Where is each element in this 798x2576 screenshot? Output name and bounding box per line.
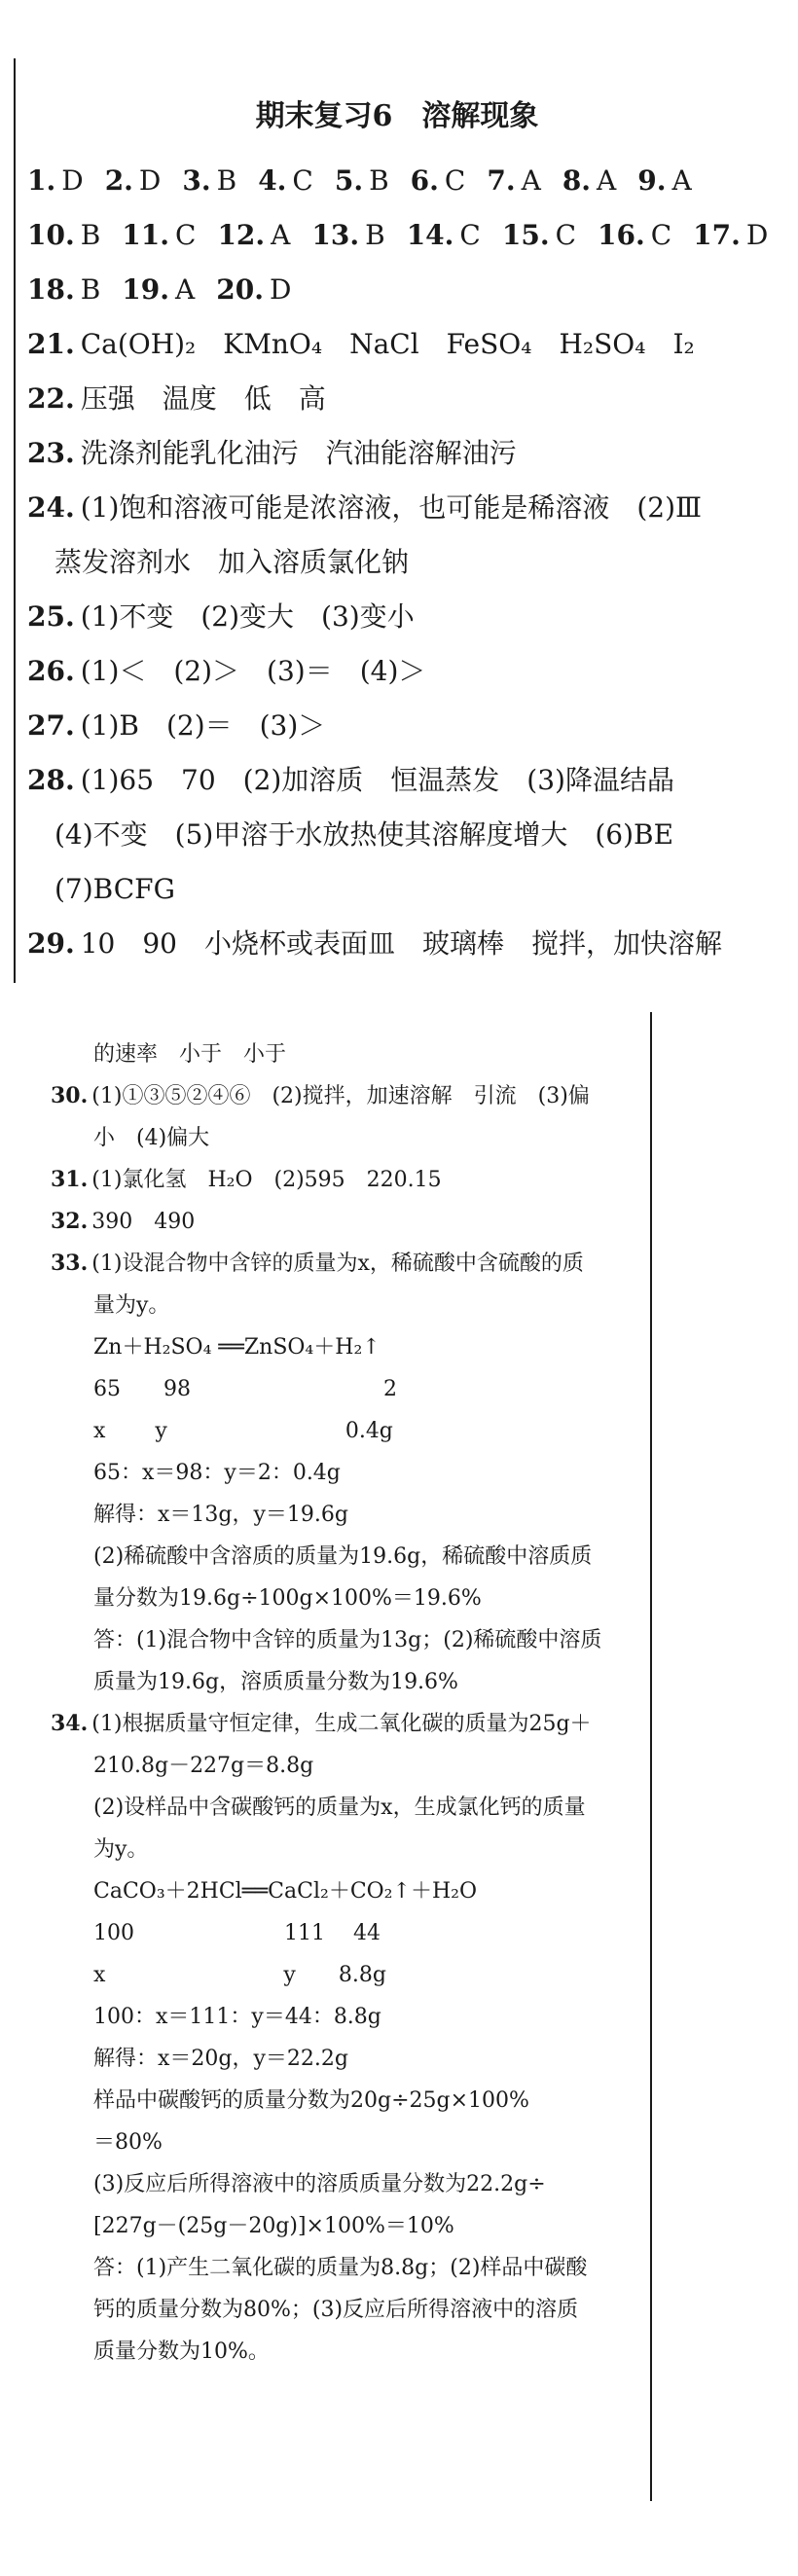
answer-21: 21. Ca(OH)₂ KMnO₄ NaCl FeSO₄ H₂SO₄ I₂	[27, 328, 695, 360]
answer-29-cont: 的速率 小于 小于	[93, 1042, 287, 1067]
answer-section-bottom	[51, 1034, 644, 2373]
mcq-item: 9. A	[637, 164, 692, 197]
answer-33-line: 质量为19.6g，溶质质量分数为19.6%	[93, 1670, 458, 1694]
answer-34-line: 100 111 44	[93, 1921, 381, 1945]
answer-34-line: 100：x＝111：y＝44：8.8g	[93, 2005, 381, 2029]
answer-28: 28. (1)65 70 (2)加溶质 恒温蒸发 (3)降温结晶	[27, 764, 674, 796]
mcq-item: 12. A	[217, 219, 291, 251]
answer-33-line: 65 98 2	[93, 1377, 397, 1401]
mcq-item: 13. B	[311, 219, 385, 251]
mcq-row	[27, 154, 767, 208]
multiple-choice-answers	[27, 154, 767, 317]
mcq-item: 15. C	[501, 219, 577, 251]
answer-25: 25. (1)不变 (2)变大 (3)变小	[27, 600, 415, 633]
answer-33-line: x y 0.4g	[93, 1419, 393, 1443]
answer-34-line: [227g－(25g－20g)]×100%＝10%	[93, 2214, 454, 2238]
mcq-row	[27, 208, 767, 263]
answer-30: 30. (1)①③⑤②④⑥ (2)搅拌，加速溶解 引流 (3)偏	[51, 1083, 590, 1108]
mcq-item: 2. D	[104, 164, 162, 197]
mcq-item: 16. C	[598, 219, 672, 251]
answer-28-cont-1: (4)不变 (5)甲溶于水放热使其溶解度增大 (6)BE	[54, 818, 674, 851]
answer-32: 32. 390 490	[51, 1209, 196, 1234]
answer-24: 24. (1)饱和溶液可能是浓溶液，也可能是稀溶液 (2)Ⅲ	[27, 491, 703, 524]
answer-34-line: (2)设样品中含碳酸钙的质量为x，生成氯化钙的质量	[93, 1796, 586, 1820]
answer-23: 23. 洗涤剂能乳化油污 汽油能溶解油污	[27, 437, 517, 469]
answer-34-body	[51, 1745, 644, 2373]
mcq-item: 5. B	[334, 164, 389, 197]
answer-27: 27. (1)B (2)＝ (3)＞	[27, 709, 326, 742]
mcq-item: 8. A	[562, 164, 617, 197]
answer-33-line: Zn＋H₂SO₄ ══ZnSO₄＋H₂↑	[93, 1335, 381, 1360]
answer-33-body	[51, 1285, 644, 1703]
answer-33-line: 量为y。	[93, 1293, 170, 1318]
answer-28-cont-2: (7)BCFG	[54, 873, 175, 905]
answer-34-line: 钙的质量分数为80%；(3)反应后所得溶液中的溶质	[93, 2298, 579, 2322]
mcq-item: 19. A	[122, 273, 196, 306]
answer-33-first: 33. (1)设混合物中含锌的质量为x，稀硫酸中含硫酸的质	[51, 1251, 584, 1276]
answer-30-cont: 小 (4)偏大	[93, 1126, 210, 1150]
mcq-item: 7. A	[487, 164, 541, 197]
answer-34-line: 为y。	[93, 1837, 149, 1862]
mcq-item: 10. B	[27, 219, 101, 251]
answer-section-top	[27, 97, 767, 971]
left-margin-rule	[14, 58, 16, 983]
answer-33-line: 解得：x＝13g，y＝19.6g	[93, 1503, 348, 1527]
mcq-item: 18. B	[27, 273, 101, 306]
answer-33-line: 答：(1)混合物中含锌的质量为13g；(2)稀硫酸中溶质	[93, 1628, 602, 1652]
mcq-item: 14. C	[406, 219, 481, 251]
mcq-item: 11. C	[122, 219, 197, 251]
answer-34-line: 质量分数为10%。	[93, 2340, 270, 2364]
answer-24-cont: 蒸发溶剂水 加入溶质氯化钠	[54, 546, 410, 578]
answer-34-line: 答：(1)产生二氧化碳的质量为8.8g；(2)样品中碳酸	[93, 2256, 588, 2280]
mcq-item: 4. C	[258, 164, 313, 197]
answer-34-first: 34. (1)根据质量守恒定律，生成二氧化碳的质量为25g＋	[51, 1711, 592, 1736]
answer-34-line: 样品中碳酸钙的质量分数为20g÷25g×100%	[93, 2088, 529, 2113]
answer-34-line: x y 8.8g	[93, 1963, 386, 1987]
answer-34-line: (3)反应后所得溶液中的溶质质量分数为22.2g÷	[93, 2172, 546, 2196]
answer-33-line: 65：x＝98：y＝2：0.4g	[93, 1461, 341, 1485]
mcq-row	[27, 263, 767, 317]
answer-34-line: 210.8g－227g＝8.8g	[93, 1754, 314, 1778]
answer-34-line: CaCO₃＋2HCl══CaCl₂＋CO₂↑＋H₂O	[93, 1879, 477, 1904]
answer-34-line: 解得：x＝20g，y＝22.2g	[93, 2047, 348, 2071]
answer-33-line: (2)稀硫酸中含溶质的质量为19.6g，稀硫酸中溶质质	[93, 1544, 593, 1569]
answer-29: 29. 10 90 小烧杯或表面皿 玻璃棒 搅拌，加快溶解	[27, 927, 722, 960]
mcq-item: 3. B	[182, 164, 237, 197]
answer-34-line: ＝80%	[93, 2130, 163, 2155]
mcq-item: 17. D	[693, 219, 769, 251]
answer-31: 31. (1)氯化氢 H₂O (2)595 220.15	[51, 1167, 442, 1192]
mcq-item: 6. C	[410, 164, 466, 197]
answer-33-line: 量分数为19.6g÷100g×100%＝19.6%	[93, 1586, 482, 1611]
right-column-rule	[650, 1012, 652, 2501]
answer-22: 22. 压强 温度 低 高	[27, 382, 326, 415]
mcq-item: 20. D	[216, 273, 292, 306]
mcq-item: 1. D	[27, 164, 84, 197]
answer-26: 26. (1)＜ (2)＞ (3)＝ (4)＞	[27, 655, 426, 687]
page-title: 期末复习6 溶解现象	[255, 99, 539, 133]
